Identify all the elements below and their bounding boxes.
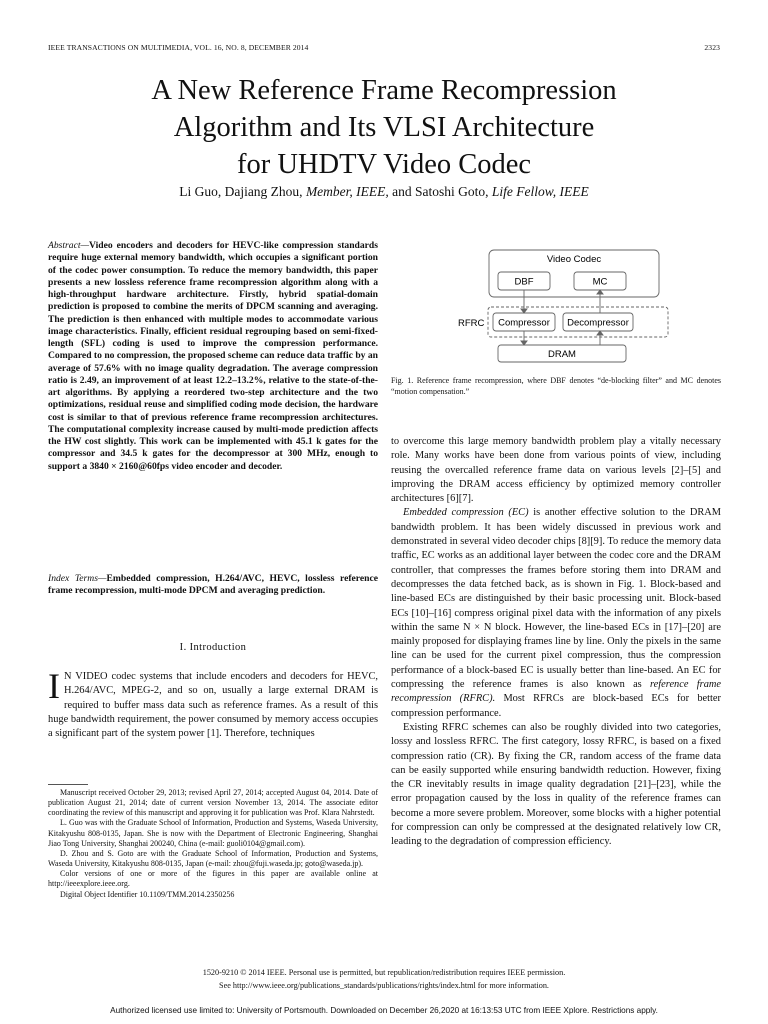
footnote-rule <box>48 784 88 785</box>
dbf-label: DBF <box>514 276 534 288</box>
license-notice: Authorized licensed use limited to: University of Portsmouth. Downloaded on December 26,2020 at 16:13:53 UTC from IEEE Xplore. Restrictions apply. <box>110 1006 658 1015</box>
rfrc-label: RFRC <box>458 318 485 329</box>
index-terms-lead: Index Terms— <box>48 573 107 584</box>
dram-label: DRAM <box>548 349 576 360</box>
decompressor-label: Decompressor <box>567 317 629 329</box>
running-header <box>48 43 720 52</box>
right-column-body <box>391 435 721 850</box>
abstract <box>48 240 378 473</box>
index-terms <box>48 573 378 598</box>
journal-name: IEEE TRANSACTIONS ON MULTIMEDIA, VOL. 16, NO. 8, DECEMBER 2014 <box>48 43 309 52</box>
page-number: 2323 <box>704 43 720 52</box>
paragraph-2 <box>391 506 721 720</box>
figure-1-caption: Fig. 1. Reference frame recompression, where DBF denotes “de-blocking filter” and MC denotes “motion compensation.” <box>391 376 721 396</box>
title-line-1: A New Reference Frame Recompression <box>151 75 617 106</box>
footnote-manuscript: Manuscript received October 29, 2013; revised April 27, 2014; accepted August 04, 2014. Date of publication August 21, 2014; date of current version November 13, 2014. The associate editor coordinating the review of this manuscript and approving it for publication was Prof. Klara Nahrstedt. <box>48 788 378 818</box>
paper-title <box>48 72 720 183</box>
paragraph-2-end: Most RFRCs are block-based ECs for better compression performance. <box>391 693 721 719</box>
author-names-2: and Satoshi Goto, <box>388 184 492 199</box>
figure-1-diagram <box>454 248 670 368</box>
title-line-3: for UHDTV Video Codec <box>236 149 532 180</box>
embedded-compression-term: Embedded compression (EC) <box>403 507 529 519</box>
drop-cap: I <box>48 666 60 706</box>
copyright-notice <box>48 966 720 992</box>
section-heading: I. Introduction <box>179 642 247 653</box>
author-role-2: Life Fellow, IEEE <box>491 184 589 199</box>
copyright-line-1: 1520-9210 © 2014 IEEE. Personal use is permitted, but republication/redistribution requires IEEE permission. <box>202 968 566 977</box>
copyright-line-2: See http://www.ieee.org/publications_standards/publications/rights/index.html for more information. <box>219 981 549 990</box>
abstract-text: Video encoders and decoders for HEVC-like compression standards require huge external memory bandwidth, which occupies a significant portion of the codec power consumption. To reduce the memory bandwidth, this paper presents a new lossless reference frame recompression algorithm along with a high-throughput hardware architecture. Firstly, hybrid spatial-domain prediction is proposed to combine the merits of DPCM scanning and averaging. The prediction is then enhanced with multiple modes to accommodate various image characteristics. Finally, efficient residual regrouping based on semi-fixed-length (SFL) coding is used to improve the compression performance. Compared to no compression, the proposed scheme can reduce data traffic by an average of 57.6% with no image quality degradation. The average compression ratio is 2.49, an improvement of at least 12.2–13.2%, relative to the state-of-the-art algorithms. By applying a reordered two-step architecture and the two optimizations, residual reuse and simplified coding mode decision, the hardware cost is similar to that of previous reference frame recompression architectures. The computational complexity increase caused by multi-mode prediction affects the HW cost slightly. This work can be implemented with 45.1 k gates for the compressor and 34.5 k gates for the decompressor at 300 MHz, enough to support a 3840 × 2160@60fps video encoder and decoder. <box>48 240 378 472</box>
abstract-lead: Abstract— <box>48 240 90 251</box>
footnote-doi: Digital Object Identifier 10.1109/TMM.2014.2350256 <box>60 889 235 899</box>
footnote-author-guo: L. Guo was with the Graduate School of Information, Production and Systems, Waseda University, Kitakyushu 808-0135, Japan. She is now with the Department of Electronic Engineering, Shanghai Jiao Tong University, Shanghai 200240, China (e-mail: guoli0104@gmail.com). <box>48 818 378 848</box>
footnotes <box>48 788 378 900</box>
rfrc-term: reference frame recompression (RFRC). <box>391 679 721 705</box>
introduction-text: N VIDEO codec systems that include encoders and decoders for HEVC, H.264/AVC, MPEG-2, and so on, usually a large external DRAM is required to buffer mass data such as reference frames. As a result of this huge bandwidth requirement, the power consumed by memory access occupies a significant part of the system power [1]. Therefore, techniques <box>48 671 378 740</box>
paragraph-2-text: is another effective solution to the DRAM bandwidth problem. It has been widely discussed in previous work and demonstrated in several video decoder chips [8][9]. To reduce the memory data traffic, EC works as an additional layer between the codec core and the DRAM controller, that compresses the frames before storing them into DRAM and decompresses the data fetched back, as is shown in Fig. 1. Block-based and line-based ECs are distinguished by their basic processing unit. Block-based ECs [10]–[16] compress original pixel data with the information of any pixels within the same N × N block. However, the line-based ECs in [17]–[20] are mainly proposed for displaying frames line by line. Only the pixels in the same line can be used for the current pixel compression, thus the compression performance of a block-based EC is usually better than line-based. An EC for compressing the reference frames is also known as <box>391 507 722 691</box>
video-codec-label: Video Codec <box>546 254 602 265</box>
footnote-color-versions: Color versions of one or more of the figures in this paper are available online at http://ieeexplore.ieee.org. <box>48 869 378 889</box>
index-terms-text: Embedded compression, H.264/AVC, HEVC, lossless reference frame recompression, multi-mode DPCM and averaging prediction. <box>48 573 379 597</box>
paragraph-3: Existing RFRC schemes can also be roughly divided into two categories, lossy and lossless RFRC. The first category, lossy RFRC, is based on a fixed compression ratio (CR). By fixing the CR, random access of the frame data can be easily supported while ensuring bandwidth reduction. However, fixing the CR inevitably results in image quality degradation [21]–[23], while the error propagation caused by the loss in quality of the reference frames can become a more severe problem. Moreover, some blocks with a higher potential for compression can only be compressed at the designated relatively low CR, leading to the degradation of compression efficiency. <box>391 721 721 848</box>
mc-label: MC <box>592 276 608 288</box>
paragraph-1: to overcome this large memory bandwidth problem play a vitally necessary role. Many works have been done from various points of view, including reusing the overcalled reference frame data on various levels [2]–[5] and improving the DRAM access efficiency by optimized memory controller architectures [6][7]. <box>391 436 721 505</box>
author-names-1: Li Guo, Dajiang Zhou, <box>179 184 306 199</box>
author-role-1: Member, IEEE, <box>305 184 389 199</box>
author-line <box>48 184 720 200</box>
compressor-label: Compressor <box>498 317 550 329</box>
footnote-author-zhou-goto: D. Zhou and S. Goto are with the Graduate School of Information, Production and Systems, Waseda University, Kitakyushu 808-0135, Japan (e-mail: zhou@fuji.waseda.jp; goto@waseda.jp). <box>48 848 378 869</box>
title-line-2: Algorithm and Its VLSI Architecture <box>173 112 595 143</box>
introduction-paragraph <box>48 666 378 741</box>
